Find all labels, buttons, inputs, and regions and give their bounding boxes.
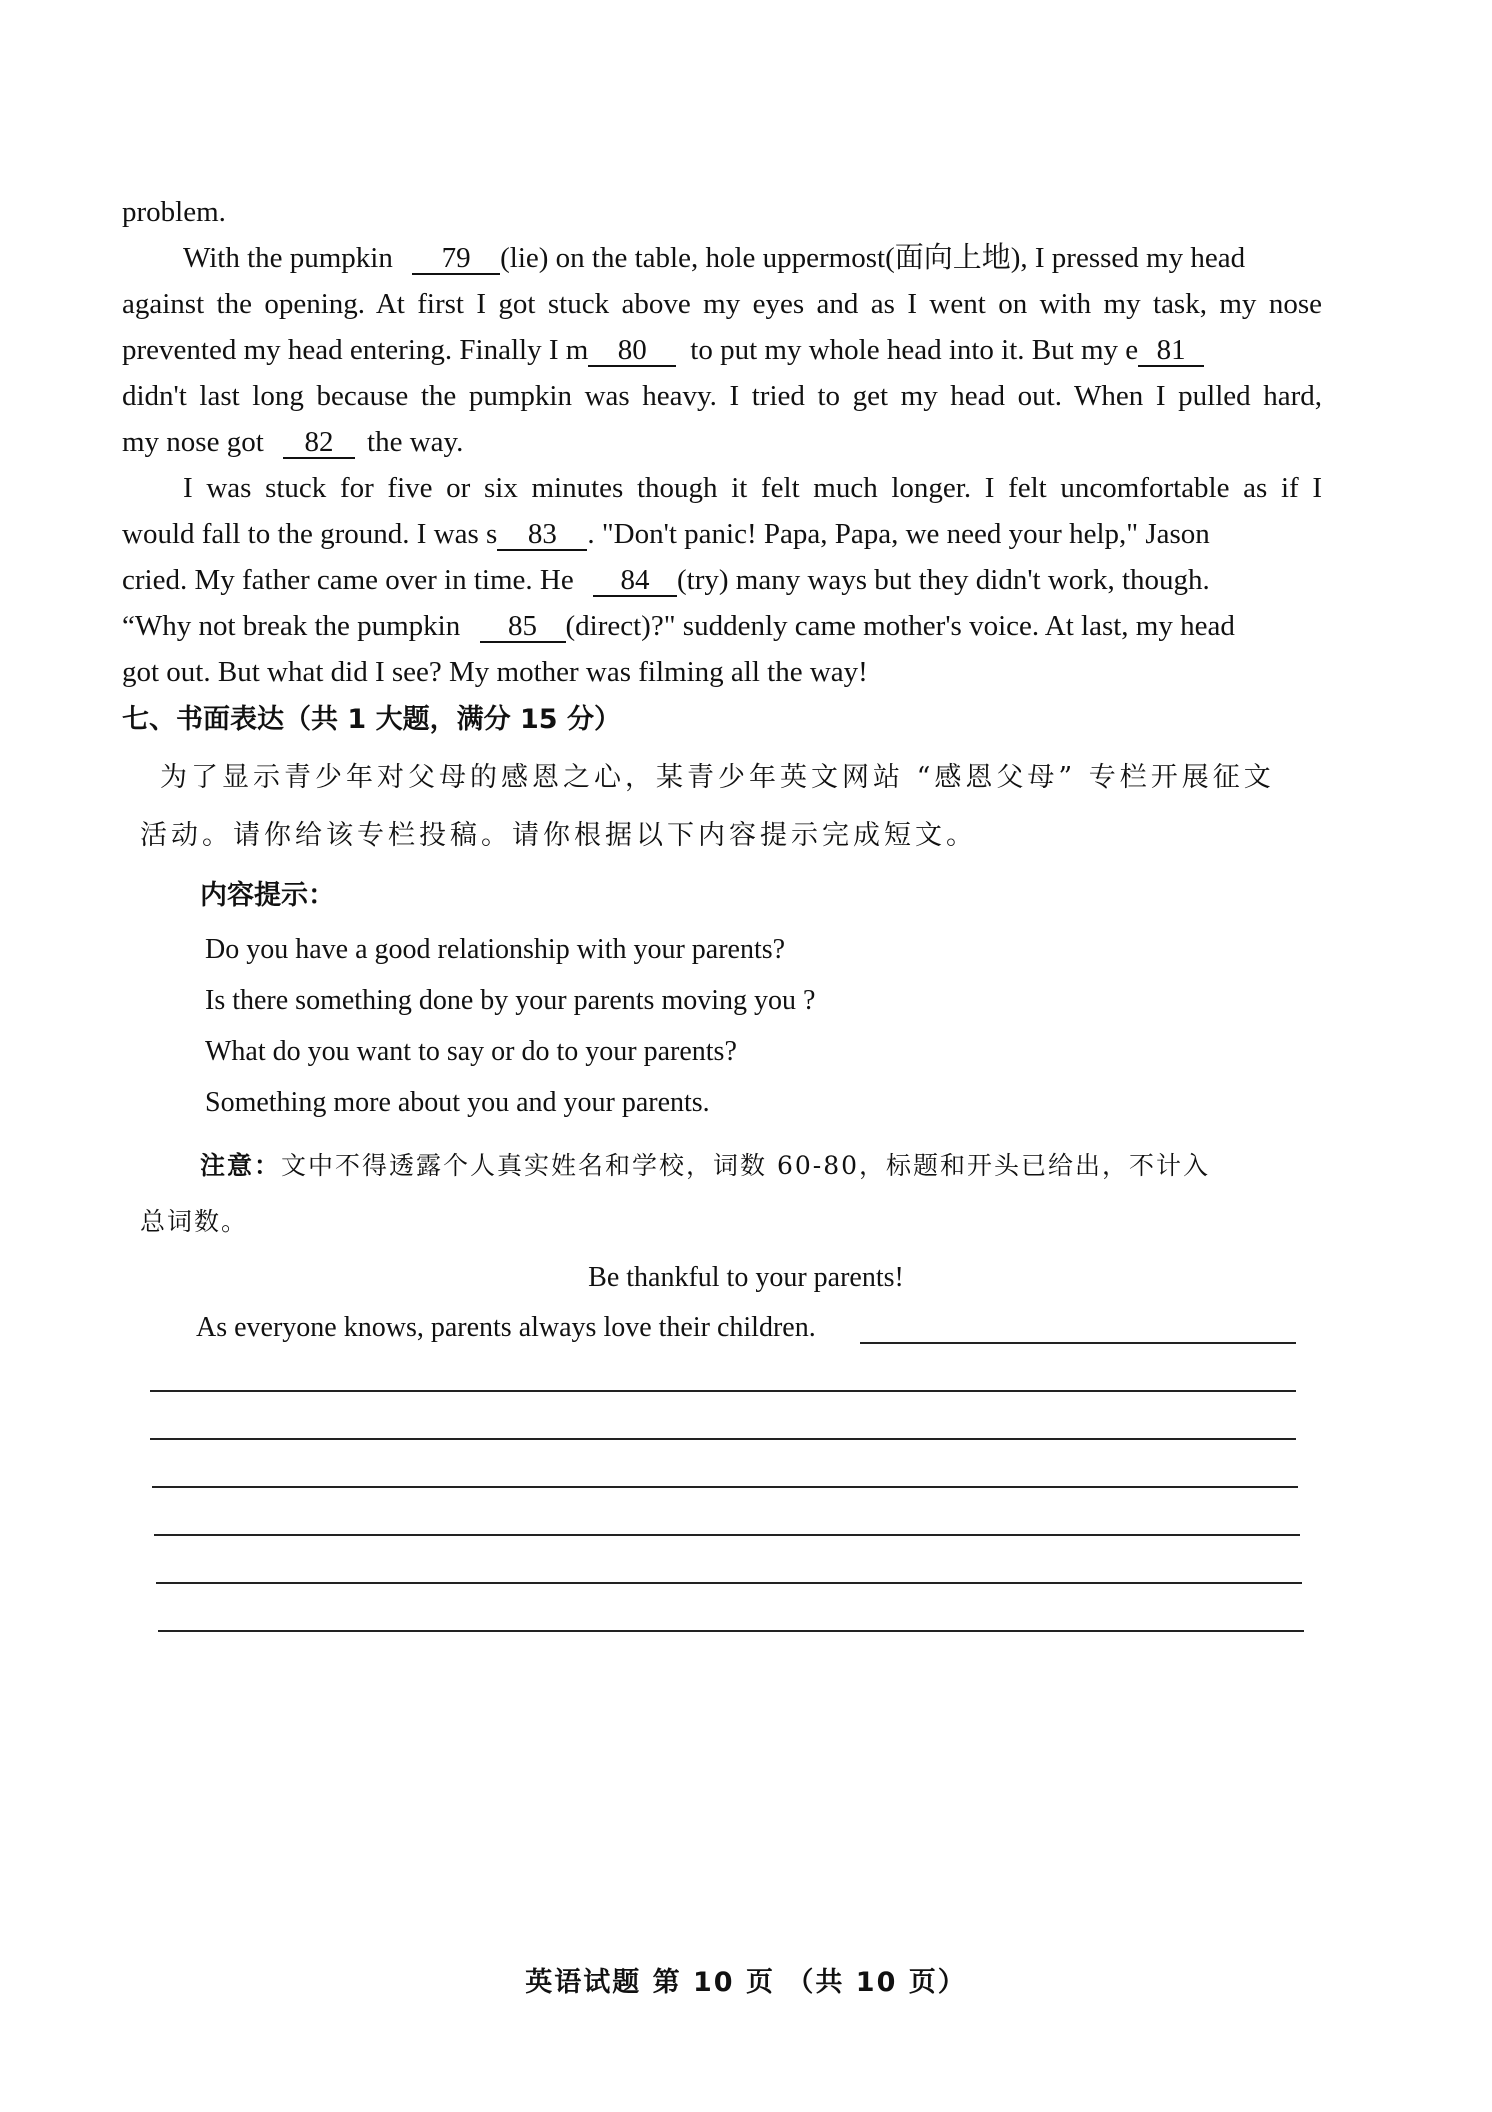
note-text: 文中不得透露个人真实姓名和学校，词数 60-80，标题和开头已给出，不计入 <box>281 1151 1211 1180</box>
writing-line[interactable] <box>158 1630 1304 1632</box>
writing-line[interactable] <box>150 1438 1296 1440</box>
answer-blank-85[interactable] <box>480 611 566 643</box>
writing-line[interactable] <box>156 1582 1302 1584</box>
passage-line <box>122 374 1322 418</box>
writing-line[interactable] <box>860 1342 1296 1344</box>
passage-text: (try) many ways but they didn't work, though. <box>676 564 1210 596</box>
passage-text: got out. But what did I see? My mother was filming all the way! <box>122 656 868 688</box>
writing-intro-line: 活动。请你给该专栏投稿。请你根据以下内容提示完成短文。 <box>140 820 977 851</box>
hint-item: Something more about you and your parents. <box>205 1087 710 1118</box>
passage-text: “Why not break the pumpkin <box>122 610 461 642</box>
blank-number: 81 <box>1156 334 1186 366</box>
passage-text: With the pumpkin <box>183 242 393 274</box>
passage-line <box>122 190 1322 234</box>
hint-item: Do you have a good relationship with your parents? <box>205 934 786 965</box>
passage-text: cried. My father came over in time. He <box>122 564 574 596</box>
passage-text: prevented my head entering. Finally I m <box>122 334 589 366</box>
writing-line[interactable] <box>154 1534 1300 1536</box>
blank-number: 80 <box>617 334 647 366</box>
writing-note <box>200 1144 1320 1188</box>
answer-blank-83[interactable] <box>497 519 587 551</box>
passage-text: would fall to the ground. I was s <box>122 518 498 550</box>
passage-text: I was stuck for five or six minutes though it felt much longer. I felt uncomfortable as if I <box>183 472 1322 504</box>
passage-text: the way. <box>367 426 464 458</box>
writing-intro-line: 为了显示青少年对父母的感恩之心，某青少年英文网站 “感恩父母” 专栏开展征文 <box>160 762 1275 793</box>
hint-item: What do you want to say or do to your parents? <box>205 1036 737 1067</box>
passage-text: (lie) on the table, hole uppermost(面向上地), I pressed my head <box>500 242 1246 274</box>
passage-line <box>122 282 1322 326</box>
answer-blank-81[interactable] <box>1138 335 1204 367</box>
passage-text: (direct)?" suddenly came mother's voice. At last, my head <box>565 610 1235 642</box>
essay-title: Be thankful to your parents! <box>588 1262 904 1293</box>
answer-blank-80[interactable] <box>588 335 676 367</box>
writing-line[interactable] <box>150 1390 1296 1392</box>
passage-text: my nose got <box>122 426 264 458</box>
blank-number: 82 <box>304 426 334 458</box>
passage-line <box>122 420 1322 464</box>
passage-line <box>183 466 1322 510</box>
blank-number: 83 <box>527 518 557 550</box>
note-label: 注意： <box>200 1151 282 1180</box>
passage-line <box>122 328 1322 372</box>
passage-line <box>122 512 1322 556</box>
answer-blank-84[interactable] <box>593 565 677 597</box>
answer-blank-82[interactable] <box>283 427 355 459</box>
passage-line <box>122 650 1322 694</box>
blank-number: 84 <box>620 564 650 596</box>
passage-text: problem. <box>122 196 226 228</box>
passage-text: to put my whole head into it. But my e <box>690 334 1139 366</box>
passage-text: against the opening. At first I got stuck above my eyes and as I went on with my task, my nose <box>122 288 1322 320</box>
blank-number: 85 <box>508 610 537 642</box>
passage-line <box>122 558 1322 602</box>
essay-opening: As everyone knows, parents always love their children. <box>196 1312 816 1343</box>
passage-line <box>183 236 1322 280</box>
passage-line <box>122 604 1322 648</box>
blank-number: 79 <box>441 242 471 274</box>
passage-text: . "Don't panic! Papa, Papa, we need your help," Jason <box>587 518 1210 550</box>
passage-text: didn't last long because the pumpkin was heavy. I tried to get my head out. When I pulled hard, <box>122 380 1322 412</box>
hint-item: Is there something done by your parents moving you ? <box>205 985 816 1016</box>
writing-note: 总词数。 <box>140 1207 249 1236</box>
section-heading: 七、书面表达（共 1 大题，满分 15 分） <box>122 704 621 735</box>
answer-blank-79[interactable] <box>412 243 500 275</box>
page-footer: 英语试题 第 10 页 （共 10 页） <box>525 1967 967 1998</box>
hints-label: 内容提示： <box>200 880 335 911</box>
writing-line[interactable] <box>152 1486 1298 1488</box>
